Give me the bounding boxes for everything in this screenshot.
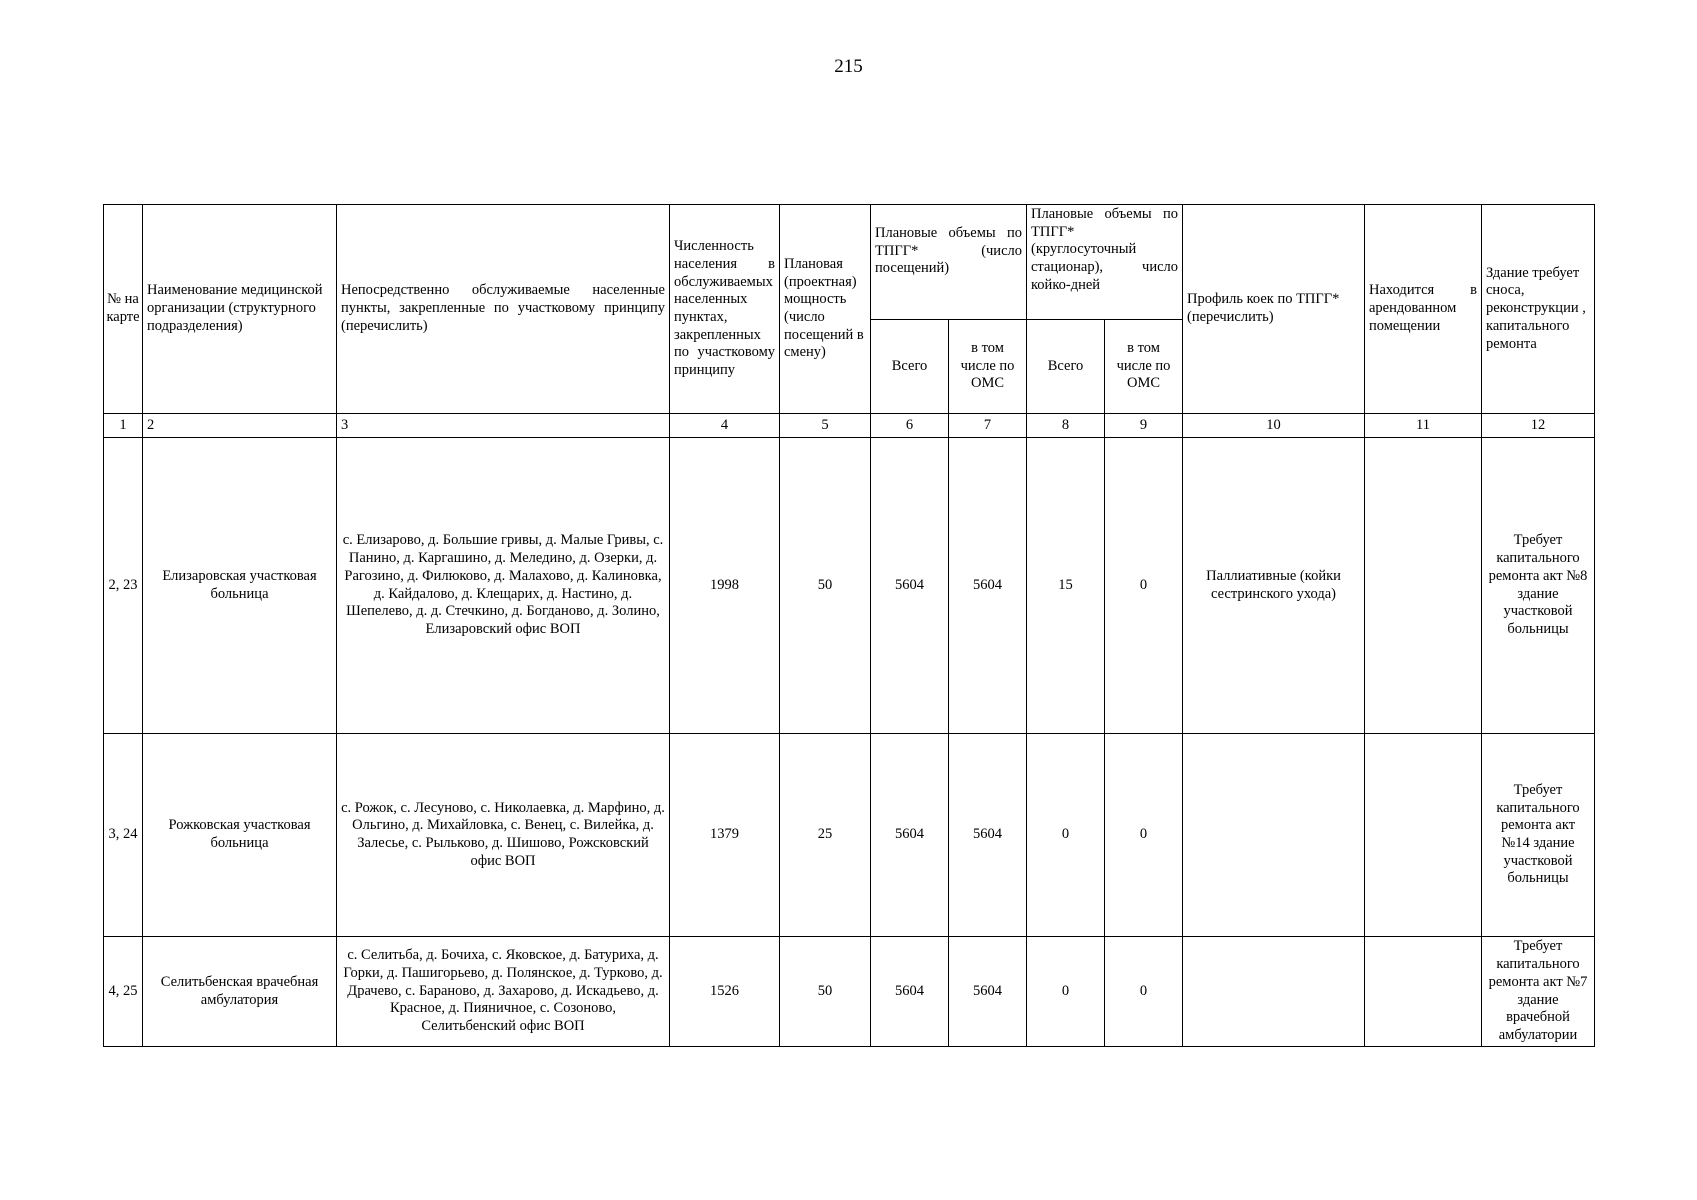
cell-building-state: Требует капитального ремонта акт №8 здание участковой больницы bbox=[1482, 438, 1595, 734]
cell-population: 1526 bbox=[670, 937, 780, 1047]
header-capacity: Плановая (проектная) мощность (число посещений в смену) bbox=[780, 205, 871, 414]
cell-visits-oms: 5604 bbox=[949, 438, 1027, 734]
column-number: 2 bbox=[143, 414, 337, 438]
cell-visits-oms: 5604 bbox=[949, 734, 1027, 937]
table-row bbox=[104, 937, 1595, 1047]
header-row bbox=[104, 205, 1595, 320]
cell-rented bbox=[1365, 438, 1482, 734]
cell-bed-profile bbox=[1183, 937, 1365, 1047]
column-number: 6 bbox=[871, 414, 949, 438]
header-bed-days-oms: в том числе по ОМС bbox=[1105, 320, 1183, 414]
page-number: 215 bbox=[834, 56, 863, 77]
cell-organization: Селитьбенская врачебная амбулатория bbox=[143, 937, 337, 1047]
cell-bed-days-total: 0 bbox=[1027, 734, 1105, 937]
cell-bed-days-total: 0 bbox=[1027, 937, 1105, 1047]
cell-visits-total: 5604 bbox=[871, 937, 949, 1047]
column-number: 7 bbox=[949, 414, 1027, 438]
cell-bed-days-oms: 0 bbox=[1105, 438, 1183, 734]
header-building-state: Здание требует сноса, реконструкции , капитального ремонта bbox=[1482, 205, 1595, 414]
cell-bed-profile: Паллиативные (койки сестринского ухода) bbox=[1183, 438, 1365, 734]
cell-visits-total: 5604 bbox=[871, 438, 949, 734]
cell-population: 1998 bbox=[670, 438, 780, 734]
table-row bbox=[104, 734, 1595, 937]
column-number: 8 bbox=[1027, 414, 1105, 438]
cell-bed-days-total: 15 bbox=[1027, 438, 1105, 734]
header-organization: Наименование медицинской организации (структурного подразделения) bbox=[143, 205, 337, 414]
header-visits-total: Всего bbox=[871, 320, 949, 414]
cell-visits-oms: 5604 bbox=[949, 937, 1027, 1047]
column-number: 1 bbox=[104, 414, 143, 438]
header-bed-days-total: Всего bbox=[1027, 320, 1105, 414]
cell-building-state: Требует капитального ремонта акт №14 здание участковой больницы bbox=[1482, 734, 1595, 937]
cell-map-number: 2, 23 bbox=[104, 438, 143, 734]
column-number: 4 bbox=[670, 414, 780, 438]
table-row bbox=[104, 438, 1595, 734]
cell-rented bbox=[1365, 937, 1482, 1047]
cell-bed-days-oms: 0 bbox=[1105, 734, 1183, 937]
header-population: Численность населения в обслуживаемых населенных пунктах, закрепленных по участковому принципу bbox=[670, 205, 780, 414]
header-bed-days-volume: Плановые объемы по ТПГГ* (круглосуточный стационар), число койко-дней bbox=[1027, 205, 1183, 320]
column-number: 5 bbox=[780, 414, 871, 438]
column-number: 3 bbox=[337, 414, 670, 438]
cell-building-state: Требует капитального ремонта акт №7 здание врачебной амбулатории bbox=[1482, 937, 1595, 1047]
cell-settlements: с. Елизарово, д. Большие гривы, д. Малые Гривы, с. Панино, д. Каргашино, д. Меледино, д. Озерки, д. Рагозино, д. Филюково, д. Малахово, д. Калиновка, д. Кайдалово, д. Клещарих, д. Настино, д. Шепелево, д. д. Стечкино, д. Богданово, д. Золино, Елизаровский офис ВОП bbox=[337, 438, 670, 734]
facilities-table bbox=[103, 204, 1595, 1047]
cell-population: 1379 bbox=[670, 734, 780, 937]
cell-organization: Елизаровская участковая больница bbox=[143, 438, 337, 734]
cell-organization: Рожковская участковая больница bbox=[143, 734, 337, 937]
header-map-number: № на карте bbox=[104, 205, 143, 414]
header-visits-volume: Плановые объемы по ТПГГ* (число посещений) bbox=[871, 205, 1027, 320]
cell-bed-days-oms: 0 bbox=[1105, 937, 1183, 1047]
cell-map-number: 4, 25 bbox=[104, 937, 143, 1047]
cell-visits-total: 5604 bbox=[871, 734, 949, 937]
header-bed-profile: Профиль коек по ТПГГ* (перечислить) bbox=[1183, 205, 1365, 414]
column-number: 11 bbox=[1365, 414, 1482, 438]
cell-bed-profile bbox=[1183, 734, 1365, 937]
column-number-row bbox=[104, 414, 1595, 438]
cell-capacity: 50 bbox=[780, 438, 871, 734]
header-rented: Находится в арендованном помещении bbox=[1365, 205, 1482, 414]
cell-capacity: 50 bbox=[780, 937, 871, 1047]
cell-settlements: с. Рожок, с. Лесуново, с. Николаевка, д. Марфино, д. Ольгино, д. Михайловка, с. Венец, с. Вилейка, д. Залесье, с. Рыльково, д. Шишово, Рожсковский офис ВОП bbox=[337, 734, 670, 937]
header-visits-oms: в том числе по ОМС bbox=[949, 320, 1027, 414]
cell-map-number: 3, 24 bbox=[104, 734, 143, 937]
header-settlements: Непосредственно обслуживаемые населенные пункты, закрепленные по участковому принципу (перечислить) bbox=[337, 205, 670, 414]
column-number: 9 bbox=[1105, 414, 1183, 438]
cell-capacity: 25 bbox=[780, 734, 871, 937]
column-number: 12 bbox=[1482, 414, 1595, 438]
column-number: 10 bbox=[1183, 414, 1365, 438]
cell-rented bbox=[1365, 734, 1482, 937]
cell-settlements: с. Селитьба, д. Бочиха, с. Яковское, д. Батуриха, д. Горки, д. Пашигорьево, д. Полянское, д. Турково, д. Драчево, с. Бараново, д. Захарово, д. Искадьево, д. Красное, д. Пияничное, с. Созоново, Селитьбенский офис ВОП bbox=[337, 937, 670, 1047]
